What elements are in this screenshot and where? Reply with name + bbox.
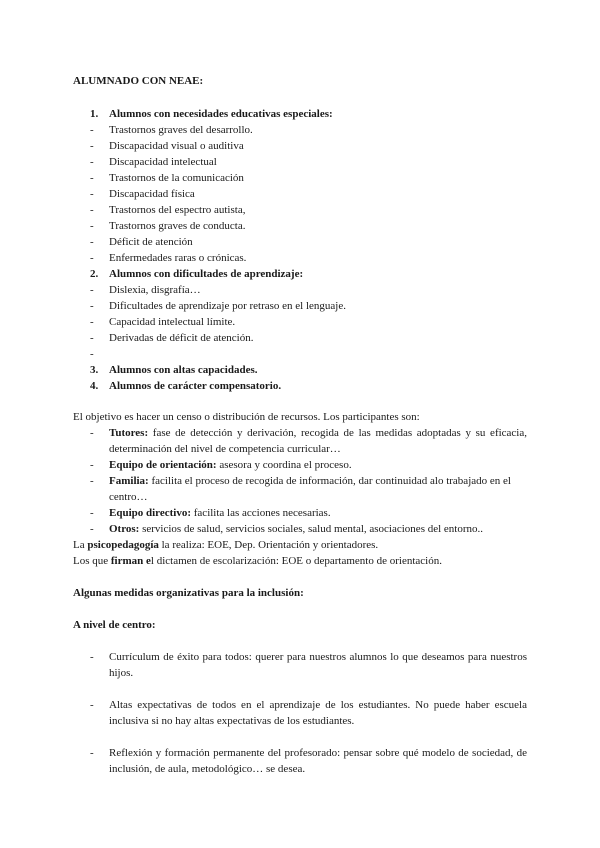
section-1-title: Alumnos con necesidades educativas especiales: [109, 108, 333, 120]
list-item: Dislexia, disgrafía… [109, 284, 201, 296]
section-1-number: 1. [90, 108, 99, 120]
list-dash: - [90, 427, 94, 439]
participant-item: Familia: facilita el proceso de recogida de información, dar continuidad alo trabajado en el centro… [109, 475, 511, 503]
list-dash: - [90, 523, 94, 535]
list-dash: - [90, 252, 94, 264]
list-dash: - [90, 124, 94, 136]
main-heading: ALUMNADO CON NEAE: [73, 75, 204, 87]
participant-item: Otros: servicios de salud, servicios sociales, salud mental, asociaciones del entorno.. [109, 523, 484, 535]
center-level-heading: A nivel de centro: [73, 619, 156, 631]
psicopedagogia-line: La psicopedagogía la realiza: EOE, Dep. Orientación y orientadores. [73, 539, 379, 551]
list-dash: - [90, 204, 94, 216]
list-dash: - [90, 459, 94, 471]
section-2-title: Alumnos con dificultades de aprendizaje: [109, 268, 304, 280]
list-dash: - [90, 475, 94, 487]
list-dash: - [90, 507, 94, 519]
list-dash: - [90, 300, 94, 312]
center-measure-item: Altas expectativas de todos en el aprendizaje de los estudiantes. No puede haber escuela inclusiva si no hay altas expectativas de los estudiantes. [109, 699, 527, 727]
list-item: Discapacidad intelectual [109, 156, 217, 168]
list-dash: - [90, 651, 94, 663]
list-item: Derivadas de déficit de atención. [109, 332, 254, 344]
measures-heading: Algunas medidas organizativas para la inclusión: [73, 587, 304, 599]
center-measure-item: Reflexión y formación permanente del profesorado: pensar sobre qué modelo de sociedad, de inclusión, de aula, metodológico… se desea. [109, 747, 527, 775]
list-dash: - [90, 348, 94, 360]
list-item: Trastornos graves del desarrollo. [109, 124, 253, 136]
firman-line: Los que firman el dictamen de escolarización: EOE o departamento de orientación. [73, 555, 442, 567]
list-item: Trastornos de la comunicación [109, 172, 244, 184]
list-dash: - [90, 188, 94, 200]
list-dash: - [90, 332, 94, 344]
list-item: Trastornos graves de conducta. [109, 220, 246, 232]
list-dash: - [90, 220, 94, 232]
section-4-title: Alumnos de carácter compensatorio. [109, 380, 282, 392]
list-item: Déficit de atención [109, 236, 193, 248]
list-dash: - [90, 156, 94, 168]
list-item: Discapacidad física [109, 188, 195, 200]
list-dash: - [90, 284, 94, 296]
list-dash: - [90, 236, 94, 248]
section-3-title: Alumnos con altas capacidades. [109, 364, 258, 376]
section-3-number: 3. [90, 364, 99, 376]
list-dash: - [90, 316, 94, 328]
participant-item: Equipo directivo: facilita las acciones necesarias. [109, 507, 331, 519]
section-4-number: 4. [90, 380, 99, 392]
list-item: Trastornos del espectro autista, [109, 204, 246, 216]
list-dash: - [90, 747, 94, 759]
list-item: Enfermedades raras o crónicas. [109, 252, 247, 264]
list-item: Capacidad intelectual límite. [109, 316, 236, 328]
objective-paragraph: El objetivo es hacer un censo o distribución de recursos. Los participantes son: [73, 411, 420, 423]
list-item: Discapacidad visual o auditiva [109, 140, 244, 152]
list-dash: - [90, 699, 94, 711]
section-2-number: 2. [90, 268, 99, 280]
participant-item: Tutores: fase de detección y derivación, recogida de las medidas adoptadas y su eficacia, determinación del nivel de competencia curricular… [109, 427, 527, 455]
list-dash: - [90, 172, 94, 184]
participant-item: Equipo de orientación: asesora y coordina el proceso. [109, 459, 352, 471]
center-measure-item: Currículum de éxito para todos: querer para nuestros alumnos lo que deseamos para nuestros hijos. [109, 651, 527, 679]
list-item: Dificultades de aprendizaje por retraso en el lenguaje. [109, 300, 346, 312]
list-dash: - [90, 140, 94, 152]
